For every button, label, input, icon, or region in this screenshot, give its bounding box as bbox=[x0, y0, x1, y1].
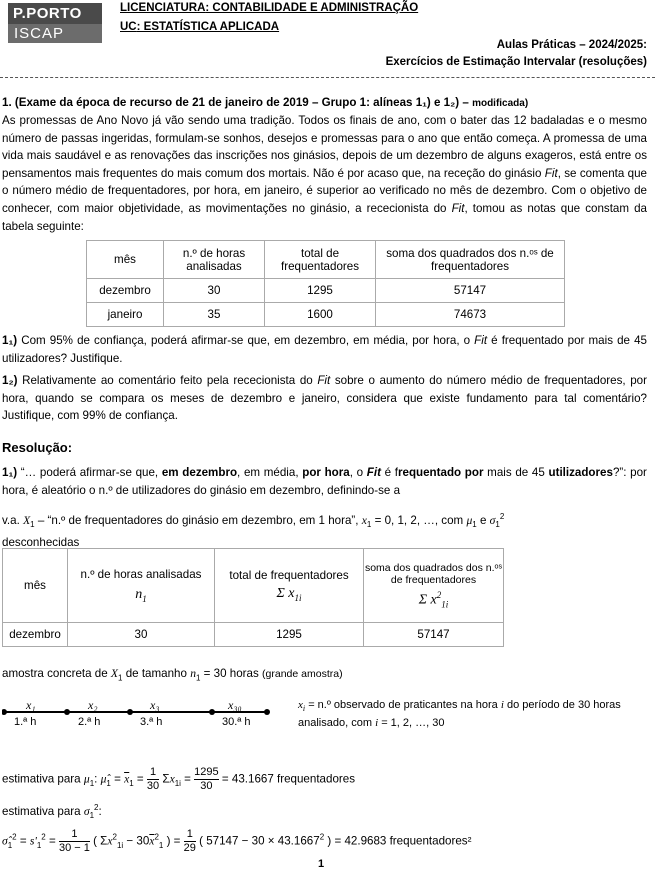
table-cell: 30 bbox=[164, 279, 265, 303]
table-cell: dezembro bbox=[3, 623, 68, 647]
sigma-estimate: $\sigmâ_1^2 = s'_1^2$ = $\frac{1}{30 - 1}$ ( $\Sigma x^2_{1i} - 30\overline{x}^2_1$ ) = $\frac{1}{29}$ ( $57147 - 30 \times 43.1667^2$ ) = 42.9683 frequentadores² bbox=[2, 828, 472, 854]
table-cell: 1295 bbox=[265, 279, 376, 303]
table-cell: 57147 bbox=[376, 279, 565, 303]
resolution-1: 1₁) “… poderá afirmar-se que, em dezembro, em média, por hora, o Fit é frequentado por mais de 45 utilizadores?”: por hora, é aleatório o n.º de utilizadores do ginásio em dezembro, definindo-se a bbox=[2, 466, 647, 497]
timeline-label: 2.ª h bbox=[78, 716, 101, 728]
table-header: soma dos quadrados dos n.ᵒˢ de frequentadores Σ $x^2_{1i}$ bbox=[364, 549, 504, 623]
table-header: total de frequentadores Σ $x_{1i}$ bbox=[215, 549, 364, 623]
uc-line: UC: ESTATÍSTICA APLICADA bbox=[120, 21, 280, 33]
exercise-heading: 1. (Exame da época de recurso de 21 de janeiro de 2019 – Grupo 1: alíneas 1₁) e 1₂) – modificada) bbox=[2, 96, 529, 109]
table-header: mês bbox=[87, 241, 164, 279]
exercise-paragraph: As promessas de Ano Novo já vão sendo uma tradição. Todos os finais de ano, com o bater das 12 badaladas e o mesmo número de passas ingeridas, formulam-se sonhos, desejos e promessas para o ano que então começa. A promessa de uma vida mais saudável e as renovações das inscrições nos ginásios, depois de um dezembro de alguns exageros, está entre os pensamentos mais frequentes do mais comum dos mortais. Não é por acaso que, na receção do ginásio Fit, se comenta que o número médio de frequentadores, por hora, em janeiro, é superior ao verificado no mês de dezembro. Com o objetivo de conhecer, com maior objetividade, as movimentações no ginásio, a rececionista do Fit, tomou as notas que constam da tabela seguinte: bbox=[2, 114, 647, 233]
table-cell: janeiro bbox=[87, 303, 164, 327]
timeline-x: x₂ bbox=[88, 698, 98, 712]
table-cell: 1600 bbox=[265, 303, 376, 327]
page-number: 1 bbox=[318, 858, 325, 870]
data-table bbox=[86, 240, 565, 327]
table-cell: 57147 bbox=[364, 623, 504, 647]
timeline-x: x₃ bbox=[150, 698, 160, 712]
sample-line: amostra concreta de $X_1$ de tamanho $n_1 = 30$ horas (grande amostra) bbox=[2, 667, 343, 683]
table-header: total de frequentadores bbox=[265, 241, 376, 279]
school-logo bbox=[8, 3, 102, 43]
header-classes: Aulas Práticas – 2024/2025: bbox=[496, 39, 647, 51]
degree-line: LICENCIATURA: CONTABILIDADE E ADMINISTRAÇÃO bbox=[120, 2, 419, 14]
table-header: soma dos quadrados dos n.ᵒˢ de frequentadores bbox=[376, 241, 565, 279]
table-cell: 1295 bbox=[215, 623, 364, 647]
timeline-x: x₃₀ bbox=[228, 698, 242, 712]
table-cell: 35 bbox=[164, 303, 265, 327]
summary-table bbox=[2, 548, 504, 647]
table-cell: 30 bbox=[68, 623, 215, 647]
timeline-x: x₁ bbox=[26, 698, 36, 712]
logo-line2: ISCAP bbox=[8, 24, 102, 43]
question-1: 1₁) Com 95% de confiança, poderá afirmar-se que, em dezembro, em média, por hora, o Fit é frequentado por mais de 45 utilizadores? Justifique. bbox=[2, 334, 647, 365]
random-variable-definition: v.a. $X_1$ – “n.º de frequentadores do ginásio em dezembro, em 1 hora”, $x_1 = 0$, 1, 2, …, com $\mu_1$ e $\sigma_1^2$ desconhecidas bbox=[2, 512, 505, 549]
table-cell: 74673 bbox=[376, 303, 565, 327]
table-header: mês bbox=[3, 549, 68, 623]
timeline-label: 30.ª h bbox=[222, 716, 251, 728]
table-header: n.º de horas analisadas bbox=[164, 241, 265, 279]
table-header: n.º de horas analisadas $n_1$ bbox=[68, 549, 215, 623]
resolution-title: Resolução: bbox=[2, 440, 73, 455]
header-title: Exercícios de Estimação Intervalar (resoluções) bbox=[385, 56, 647, 68]
table-cell: dezembro bbox=[87, 279, 164, 303]
timeline-label: 1.ª h bbox=[14, 716, 37, 728]
timeline-label: 3.ª h bbox=[140, 716, 163, 728]
header-divider bbox=[0, 77, 655, 78]
sigma-label: estimativa para $\sigma_1^2$: bbox=[2, 803, 102, 821]
question-2: 1₂) Relativamente ao comentário feito pela rececionista do Fit sobre o aumento do número médio de frequentadores, por hora, quando se compara os meses de dezembro e janeiro, considera que existe fundamento para tal comentário? Justifique, com 99% de confiança. bbox=[2, 374, 647, 423]
timeline-legend: $x_i$ = n.º observado de praticantes na hora i do período de 30 horas analisado, com i = 1, 2, …, 30 bbox=[298, 699, 621, 730]
mu-estimate: estimativa para $\mu_1$: $\mû_1 = \overline{x}_1$ = $\frac{1}{30}$ $\Sigma x_{1i}$ = $\frac{1295}{30}$ = 43.1667 frequentadores bbox=[2, 766, 356, 792]
logo-line1: P.PORTO bbox=[8, 3, 102, 24]
